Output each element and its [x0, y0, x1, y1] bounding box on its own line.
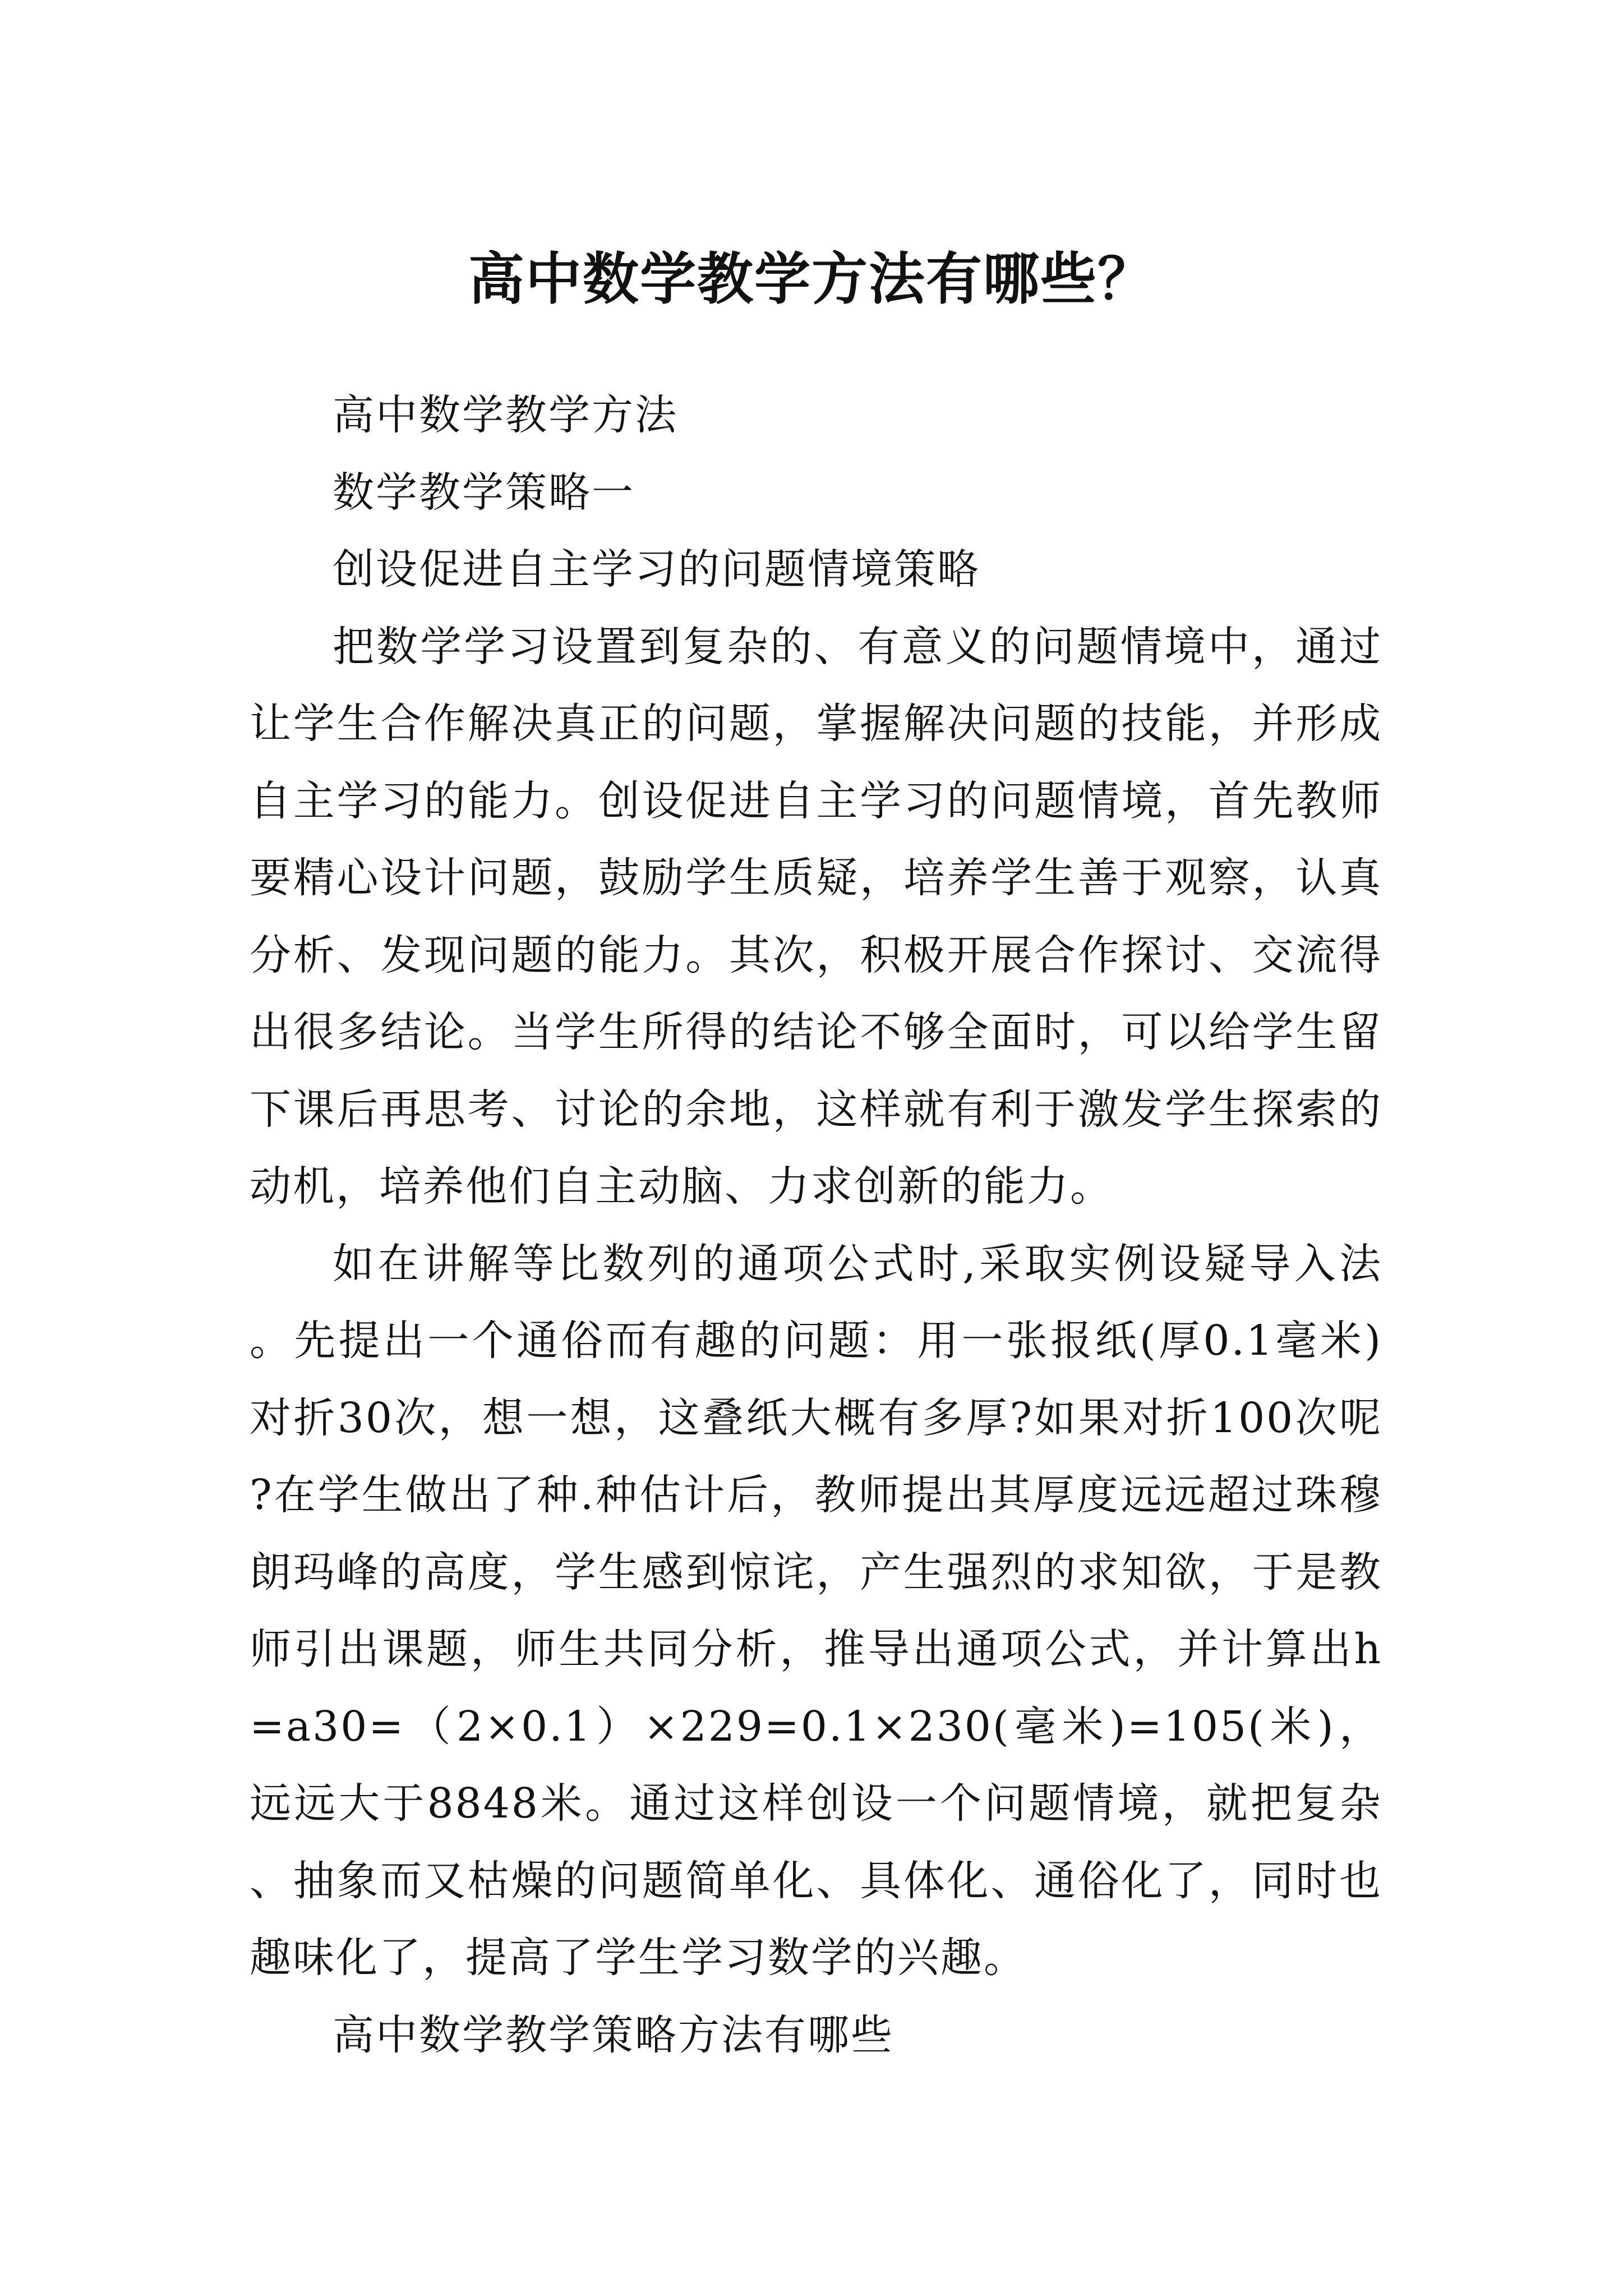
- heading-problem-situation-strategy: 创设促进自主学习的问题情境策略: [333, 545, 980, 593]
- document-body: [250, 377, 1382, 2074]
- paragraph-geometric-sequence-example: 如在讲解等比数列的通项公式时,采取实例设疑导入法。先提出一个通俗而有趣的问题：用一张报纸(厚0.1毫米)对折30次，想一想，这叠纸大概有多厚?如果对折100次呢?在学生做出了种.种估计后，教师提出其厚度远远超过珠穆朗玛峰的高度，学生感到惊诧，产生强烈的求知欲，于是教师引出课题，师生共同分析，推导出通项公式，并计算出h=a30=（2×0.1）×229=0.1×230(毫米)=105(米)，远远大于8848米。通过这样创设一个问题情境，就把复杂、抽象而又枯燥的问题简单化、具体化、通俗化了，同时也趣味化了，提高了学生学习数学的兴趣。: [250, 1239, 1382, 1982]
- paragraph-autonomous-learning: 把数学学习设置到复杂的、有意义的问题情境中，通过让学生合作解决真正的问题，掌握解决问题的技能，并形成自主学习的能力。创设促进自主学习的问题情境，首先教师要精心设计问题，鼓励学生质疑，培养学生善于观察，认真分析、发现问题的能力。其次，积极开展合作探讨、交流得出很多结论。当学生所得的结论不够全面时，可以给学生留下课后再思考、讨论的余地，这样就有利于激发学生探索的动机，培养他们自主动脑、力求创新的能力。: [250, 622, 1382, 1211]
- heading-teaching-methods: 高中数学教学方法: [333, 391, 678, 439]
- document-title: 高中数学教学方法有哪些？: [468, 246, 1155, 312]
- heading-strategy-methods: 高中数学教学策略方法有哪些: [333, 2010, 894, 2059]
- heading-strategy-one: 数学教学策略一: [333, 468, 635, 517]
